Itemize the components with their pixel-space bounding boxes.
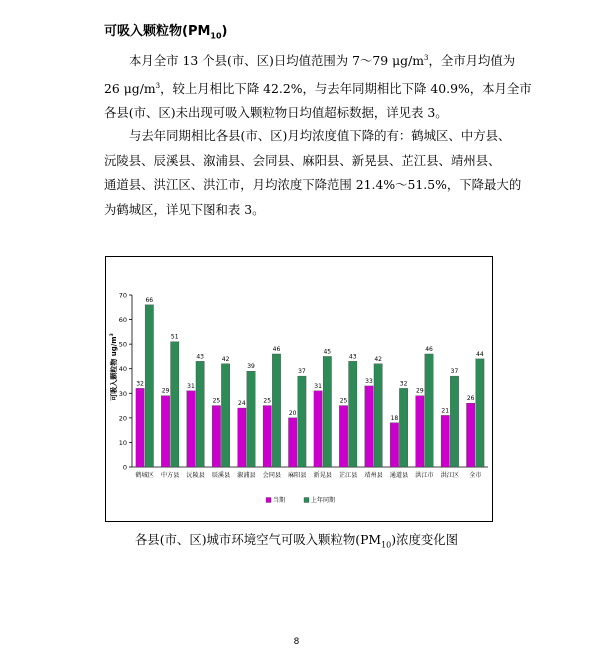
data-label-last-year: 42: [221, 355, 230, 363]
bar-last-year: [349, 361, 357, 467]
y-axis-unit: ug/m: [110, 336, 118, 357]
legend-swatch-current: [266, 498, 271, 503]
y-tick-label: 70: [118, 291, 127, 300]
x-tick-label: 芷江县: [338, 472, 358, 479]
data-label-current: 29: [416, 387, 424, 395]
bar-last-year: [247, 371, 255, 467]
legend-label-last-year: 上年同期: [311, 497, 336, 504]
bar-current: [441, 415, 449, 467]
bar-current: [466, 403, 474, 467]
data-label-current: 29: [161, 387, 170, 395]
bar-last-year: [450, 376, 458, 467]
y-tick-label: 30: [118, 389, 127, 398]
x-tick-label: 沅陵县: [186, 472, 205, 479]
bar-current: [136, 388, 144, 467]
bar-current: [238, 408, 246, 467]
y-tick-label: 50: [118, 340, 127, 349]
x-tick-label: 洪江市: [415, 472, 434, 479]
x-tick-label: 通道县: [389, 472, 409, 479]
data-label-last-year: 39: [247, 363, 255, 371]
data-label-last-year: 42: [374, 355, 382, 363]
bar-last-year: [221, 364, 229, 467]
data-label-last-year: 46: [272, 345, 281, 353]
chart-frame: [105, 256, 493, 522]
legend-swatch-last-year: [304, 498, 309, 503]
x-tick-label: 辰溪县: [211, 472, 231, 479]
x-tick-label: 麻阳县: [288, 472, 307, 479]
paragraph-comparison: 与去年同期相比各县(市、区)月均浓度值下降的有：鹤城区、中方县、 沅陵县、辰溪县、溆浦县、会同县、麻阳县、新晃县、芷江县、靖州县、 通道县、洪江区、洪江市，月均浓度下降范围 21.4%～51.5%，下降最大的 为鹤城区，详见下图和表 3。: [104, 128, 522, 217]
legend-label-current: 当期: [273, 497, 286, 504]
data-label-current: 20: [288, 409, 297, 417]
bar-current: [365, 386, 373, 467]
bar-current: [416, 396, 424, 467]
bar-current: [390, 423, 398, 467]
bar-current: [212, 406, 220, 467]
data-label-current: 32: [136, 380, 144, 388]
data-label-current: 26: [466, 395, 475, 403]
bar-current: [263, 406, 271, 467]
bar-last-year: [196, 361, 204, 467]
chart-caption: 各县(市、区)城市环境空气可吸入颗粒物$(PM_{10})$浓度变化图: [134, 532, 459, 550]
y-tick-label: 20: [118, 414, 127, 423]
x-tick-label: 新晃县: [313, 472, 332, 479]
data-label-current: 18: [390, 414, 399, 422]
y-tick-label: 60: [118, 316, 127, 325]
y-tick-label: 40: [118, 365, 127, 374]
data-label-current: 25: [263, 397, 272, 405]
bar-last-year: [298, 376, 306, 467]
data-label-current: 24: [238, 400, 246, 408]
bar-last-year: [145, 305, 153, 467]
data-label-last-year: 37: [298, 368, 306, 376]
y-tick-label: 10: [118, 438, 127, 447]
data-label-last-year: 46: [425, 345, 433, 353]
data-label-current: 31: [314, 382, 322, 390]
data-label-last-year: 43: [196, 353, 204, 361]
x-tick-label: 洪江区: [440, 472, 460, 479]
y-axis-label-text: 可吸入颗粒物: [110, 356, 118, 401]
section-heading: 可吸入颗粒物$(PM_{10})$: [104, 24, 228, 41]
data-label-current: 21: [441, 407, 450, 415]
bar-current: [288, 418, 296, 467]
data-label-last-year: 32: [399, 380, 408, 388]
data-label-current: 33: [365, 377, 373, 385]
x-tick-label: 会同县: [262, 472, 282, 479]
data-label-last-year: 37: [450, 368, 459, 376]
bar-last-year: [171, 342, 179, 467]
x-tick-label: 中方县: [160, 472, 180, 479]
page-number: 8: [293, 637, 300, 647]
data-label-last-year: 66: [145, 296, 154, 304]
bar-last-year: [425, 354, 433, 467]
data-label-last-year: 43: [348, 353, 357, 361]
bar-last-year: [323, 356, 331, 467]
bar-current: [161, 396, 169, 467]
paragraph-summary: 本月全市 13 个县(市、区)日均值范围为 7～79 $\mu g/m^3$，全市月均值为 26 $\mu g/m^3$，较上月相比下降 42.2%，与去年同期相比下降 40.9%，本月全市 各县(市、区)未出现可吸入颗粒物日均值超标数据，详见表 3。: [104, 53, 532, 121]
bar-last-year: [476, 359, 484, 467]
x-tick-label: 溆浦县: [237, 472, 256, 479]
y-axis-label: [109, 333, 118, 400]
data-label-current: 31: [187, 382, 195, 390]
bar-current: [187, 391, 195, 467]
x-tick-label: 鹤城区: [135, 472, 154, 479]
data-label-last-year: 51: [170, 333, 179, 341]
data-label-current: 25: [212, 397, 221, 405]
bar-current: [339, 406, 347, 467]
bar-last-year: [399, 388, 407, 467]
bar-last-year: [374, 364, 382, 467]
pm10-bar-chart: [106, 257, 492, 521]
bar-current: [314, 391, 322, 467]
x-tick-label: 全市: [469, 472, 482, 479]
y-tick-label: 0: [122, 463, 127, 472]
data-label-last-year: 44: [476, 350, 484, 358]
x-tick-label: 靖州县: [364, 472, 383, 479]
y-axis-unit-sup: 3: [110, 333, 115, 337]
bar-last-year: [272, 354, 280, 467]
data-label-last-year: 45: [323, 348, 332, 356]
data-label-current: 25: [339, 397, 348, 405]
